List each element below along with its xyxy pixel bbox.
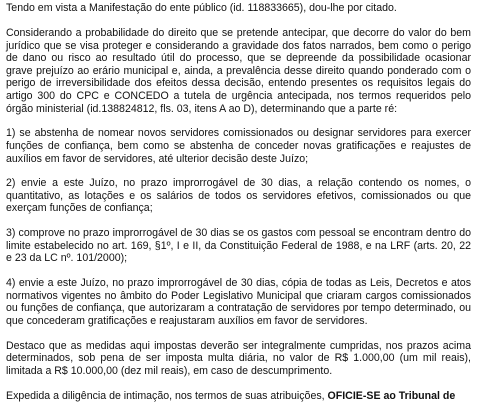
paragraph-item-1: 1) se abstenha de nomear novos servidores comissionados ou designar servidores para exercer funções de confiança, bem como se abstenha de conceder novas gratificações e reajustes de auxílios em favor de servidores, até ulterior decisão deste Juízo; <box>6 127 471 165</box>
paragraph-item-4: 4) envie a este Juízo, no prazo improrrogável de 30 dias, cópia de todas as Leis, Decretos e atos normativos vigentes no âmbito do Poder Legislativo Municipal que criaram cargos comissionados ou funções de confiança, que autorizaram a contratação de servidores por tempo determinado, ou que concederam gratificações e reajustaram auxílios em favor de servidores. <box>6 277 471 328</box>
paragraph-item-3: 3) comprove no prazo improrrogável de 30 dias se os gastos com pessoal se encontram dentro do limite estabelecido no art. 169, §1º, I e II, da Constituição Federal de 1988, e na LRF (arts. 20, 22 e 23 da LC nº. 101/2000); <box>6 227 471 265</box>
paragraph-item-2: 2) envie a este Juízo, no prazo improrrogável de 30 dias, a relação contendo os nomes, o quantitativo, as lotações e os salários de todos os servidores efetivos, comissionados ou que exerçam funções de confiança; <box>6 177 471 215</box>
paragraph-diligence <box>6 390 471 402</box>
diligence-text: Expedida a diligência de intimação, nos termos de suas atribuições, <box>6 389 328 402</box>
paragraph-considerations: Considerando a probabilidade do direito que se pretende antecipar, que decorre do valor do bem jurídico que se visa proteger e considerando a gravidade dos fatos narrados, bem como o perigo de dano ou risco ao resultado útil do processo, que se depreende da possibilidade ocasionar grave prejuízo ao erário municipal e, ainda, a prevalência desse direito quando ponderado com o perigo de irreversibilidade dos efeitos dessa decisão, entendo presentes os requisitos legais do artigo 300 do CPC e CONCEDO a tutela de urgência antecipada, nos termos requeridos pelo órgão ministerial (id.138824812, fls. 03, itens A ao D), determinando que a parte ré: <box>6 26 471 115</box>
diligence-order: OFICIE-SE ao Tribunal de <box>327 389 456 402</box>
paragraph-penalty: Destaco que as medidas aqui impostas deverão ser integralmente cumpridas, nos prazos acima determinados, sob pena de ser imposta multa diária, no valor de R$ 1.000,00 (um mil reais), limitada a R$ 10.000,00 (dez mil reais), em caso de descumprimento. <box>6 339 471 377</box>
paragraph-citation: Tendo em vista a Manifestação do ente público (id. 118833665), dou-lhe por citado. <box>6 2 397 14</box>
